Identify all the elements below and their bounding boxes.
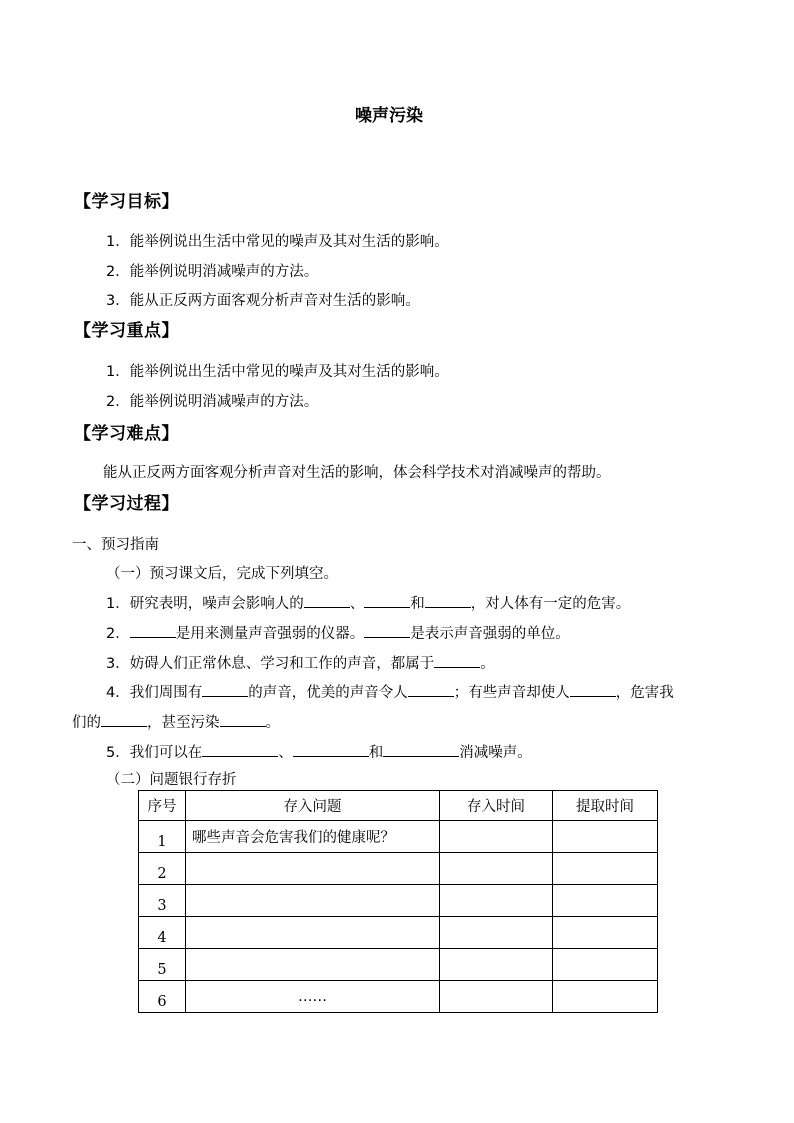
- row-withdraw-time[interactable]: [553, 917, 658, 949]
- key-points-heading: 【学习重点】: [74, 321, 179, 341]
- row-number: 6: [139, 981, 186, 1013]
- row-number: 2: [139, 853, 186, 885]
- table-row: [139, 917, 658, 949]
- row-withdraw-time[interactable]: [553, 981, 658, 1013]
- key-point-item-1: 1．能举例说出生活中常见的噪声及其对生活的影响。: [106, 364, 449, 380]
- row-number: 3: [139, 885, 186, 917]
- row-question[interactable]: [186, 853, 440, 885]
- fill-blank[interactable]: [304, 593, 350, 608]
- table-row: [139, 853, 658, 885]
- row-number: 4: [139, 917, 186, 949]
- goal-item-1: 1．能举例说出生活中常见的噪声及其对生活的影响。: [106, 234, 449, 250]
- row-deposit-time[interactable]: [440, 853, 553, 885]
- row-deposit-time[interactable]: [440, 821, 553, 853]
- fill-blank[interactable]: [425, 593, 471, 608]
- goal-item-3: 3．能从正反两方面客观分析声音对生活的影响。: [106, 293, 420, 309]
- sub1-title: （一）预习课文后，完成下列填空。: [106, 566, 338, 582]
- header-question: 存入问题: [186, 791, 440, 821]
- fill-blank[interactable]: [202, 682, 248, 697]
- fill-blank[interactable]: [202, 742, 278, 757]
- table-row: [139, 821, 658, 853]
- fill-blank[interactable]: [101, 712, 147, 727]
- row-withdraw-time[interactable]: [553, 885, 658, 917]
- fill-blank[interactable]: [293, 742, 369, 757]
- fill-blank[interactable]: [408, 682, 454, 697]
- fill-blank[interactable]: [364, 593, 410, 608]
- fill-blank[interactable]: [364, 623, 410, 638]
- fill-blank[interactable]: [383, 742, 459, 757]
- process-heading: 【学习过程】: [74, 494, 179, 514]
- question-5: 5．我们可以在 、 和 消减噪声。: [106, 742, 532, 763]
- table-row: [139, 981, 658, 1013]
- question-3: 3．妨碍人们正常休息、学习和工作的声音，都属于 。: [106, 653, 495, 674]
- question-2: 2． 是用来测量声音强弱的仪器。 是表示声音强弱的单位。: [106, 623, 570, 644]
- fill-blank[interactable]: [130, 623, 176, 638]
- question-4: 4．我们周围有 的声音，优美的声音令人 ；有些声音却使人 ，危害我: [106, 682, 674, 703]
- key-point-item-2: 2．能举例说明消减噪声的方法。: [106, 394, 319, 410]
- row-question[interactable]: [186, 917, 440, 949]
- table-header-row: [139, 791, 658, 821]
- header-withdraw-time: 提取时间: [553, 791, 658, 821]
- part1-title: 一、预习指南: [72, 537, 159, 553]
- fill-blank[interactable]: [570, 682, 616, 697]
- sub2-title: （二）问题银行存折: [106, 772, 237, 788]
- row-deposit-time[interactable]: [440, 917, 553, 949]
- table-row: [139, 885, 658, 917]
- row-withdraw-time[interactable]: [553, 949, 658, 981]
- goal-item-2: 2．能举例说明消减噪声的方法。: [106, 264, 319, 280]
- question-1: 1．研究表明，噪声会影响人的 、 和 ，对人体有一定的危害。: [106, 593, 630, 614]
- row-question[interactable]: [186, 885, 440, 917]
- header-number: 序号: [139, 791, 186, 821]
- difficulties-heading: 【学习难点】: [74, 424, 179, 444]
- row-question: ……: [186, 981, 440, 1013]
- row-withdraw-time[interactable]: [553, 853, 658, 885]
- row-deposit-time[interactable]: [440, 885, 553, 917]
- table-row: [139, 949, 658, 981]
- fill-blank[interactable]: [220, 712, 266, 727]
- difficulties-text: 能从正反两方面客观分析声音对生活的影响，体会科学技术对消减噪声的帮助。: [103, 465, 611, 481]
- row-number: 5: [139, 949, 186, 981]
- row-withdraw-time[interactable]: [553, 821, 658, 853]
- question-bank-table: [138, 790, 658, 1013]
- row-deposit-time[interactable]: [440, 981, 553, 1013]
- fill-blank[interactable]: [434, 653, 480, 668]
- row-question[interactable]: [186, 949, 440, 981]
- question-4-continued: 们的 ，甚至污染 。: [72, 712, 280, 733]
- goals-heading: 【学习目标】: [74, 192, 179, 212]
- page-title: 噪声污染: [355, 106, 423, 126]
- row-number: 1: [139, 821, 186, 853]
- row-deposit-time[interactable]: [440, 949, 553, 981]
- row-question: 哪些声音会危害我们的健康呢？: [186, 821, 440, 853]
- header-deposit-time: 存入时间: [440, 791, 553, 821]
